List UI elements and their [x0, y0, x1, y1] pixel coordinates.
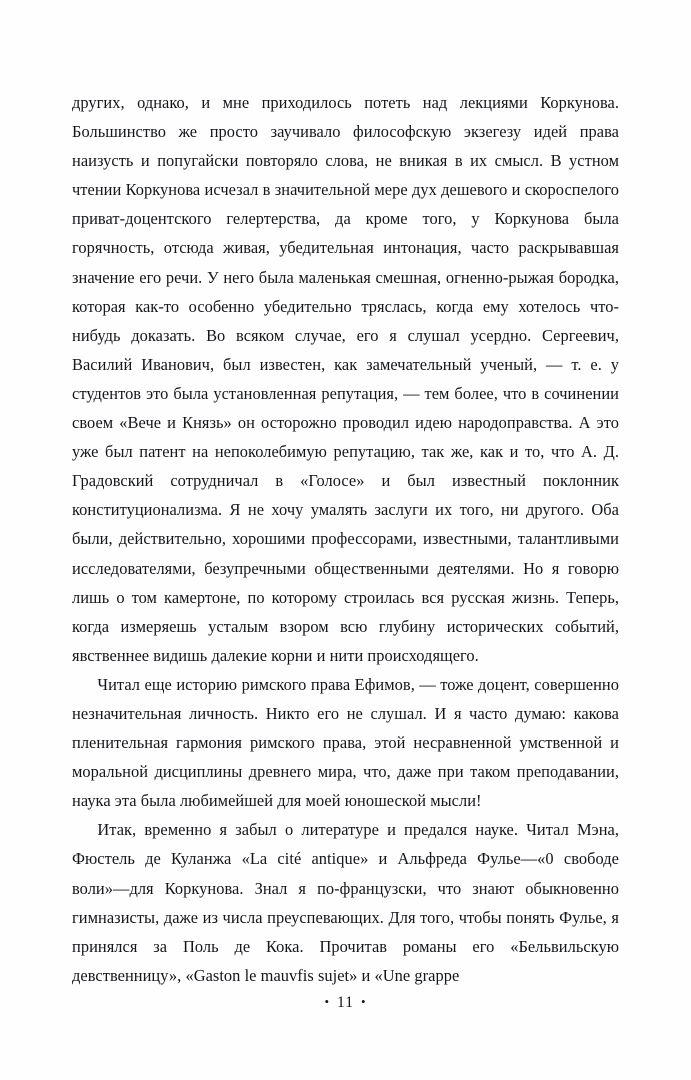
paragraph-itak: Итак, временно я забыл о литературе и предался науке. Читал Мэна, Фюстель де Куланжа «La cité antique» и Альфреда Фулье—«0 свободе воли»—для Коркунова. Знал я по-французски, что знают обыкновенно гимназисты, даже из числа преуспевающих. Для того, чтобы понять Фулье, я принялся за Поль де Кока. Прочитав романы его «Бельвильскую девственницу», «Gaston le mauvfis sujet» и «Une grappe — [72, 820, 619, 985]
paragraph-efimov: Читал еще историю римского права Ефимов, — тоже доцент, совершенно незначительная личность. Никто его не слушал. И я часто думаю: какова пленительная гармония римского права, этой несравненной умственной и моральной дисциплины древнего мира, что, даже при таком преподавании, наука эта была любимейшей для моей юношеской мысли! — [72, 674, 619, 811]
paragraph-continued: других, однако, и мне приходилось потеть над лекциями Коркунова. Большинство же просто заучивало философскую экзегезу идей права наизусть и попугайски повторяло слова, не вникая в их смысл. В устном чтении Коркунова исчезал в значительной мере дух дешевого и скороспелого приват-доцентского гелертерства, да кроме того, у Коркунова была горячность, отсюда живая, убедительная интонация, часто раскрывавшая значение его речи. У него была маленькая смешная, огненно-рыжая бородка, которая как-то особенно убедительно тряслась, когда ему хотелось что-нибудь доказать. Во всяком случае, его я слушал усердно. Сергеевич, Василий Иванович, был известен, как замечательный ученый, — т. е. у студентов это была установленная репутация, — тем более, что в сочинении своем «Вече и Князь» он осторожно проводил идею народоправства. А это уже был патент на непоколебимую репутацию, так же, как и то, что А. Д. Градовский сотрудничал в «Голосе» и был известный поклонник конституционализма. Я не хочу умалять заслуги их того, ни другого. Оба были, действительно, хорошими профессорами, известными, талантливыми исследователями, безупречными общественными деятелями. Но я говорю лишь о том камертоне, по которому строилась вся русская жизнь. Теперь, когда измеряешь усталым взором всю глубину исторических событий, явственнее видишь далекие корни и нити происходящего. — [72, 93, 619, 665]
page-body — [72, 88, 619, 990]
page-number-value: 11 — [337, 994, 354, 1011]
page-number — [0, 994, 691, 1012]
ornament-left-icon: • — [324, 994, 331, 1009]
ornament-right-icon: • — [360, 994, 367, 1009]
